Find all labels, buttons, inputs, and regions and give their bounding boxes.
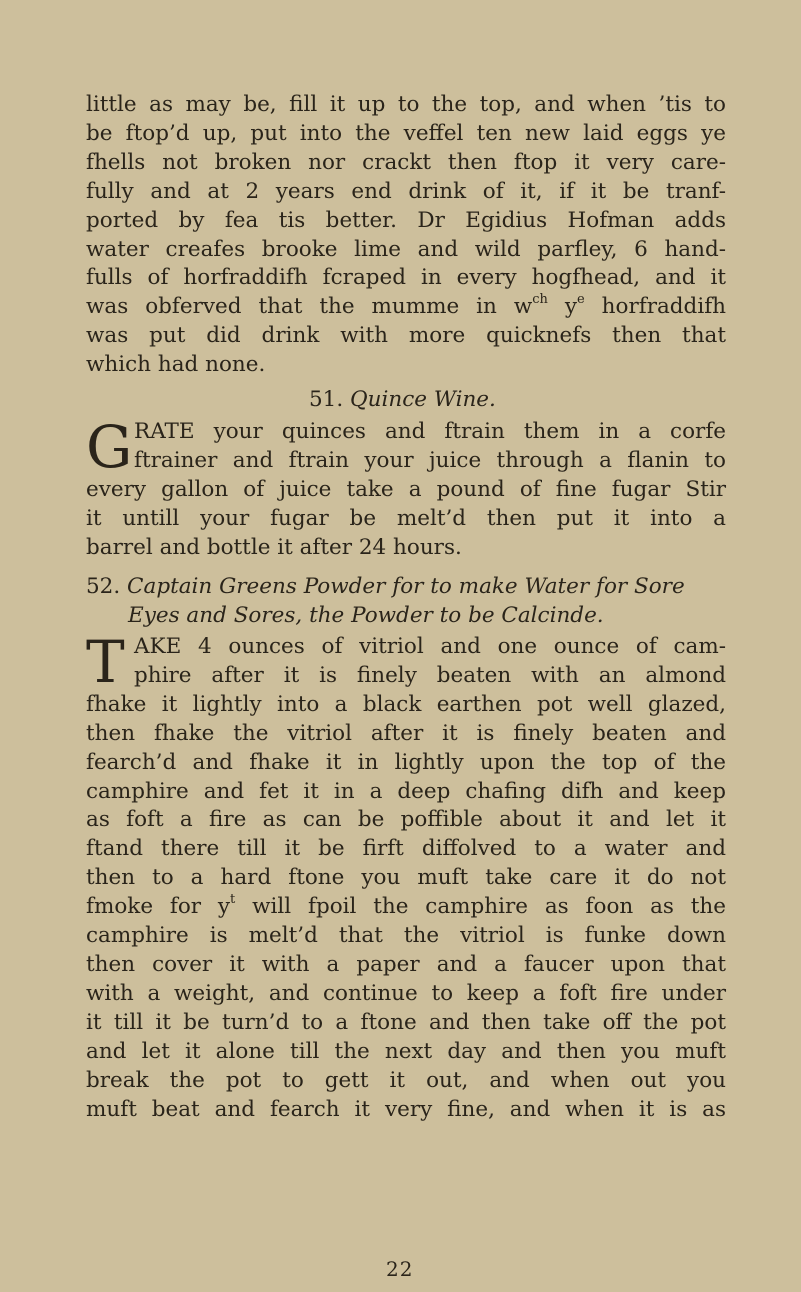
text-line: then to a hard ftone you muft take care it do not — [86, 865, 726, 891]
page-number: 22 — [386, 1257, 414, 1281]
text-line: ftrainer and ftrain your juice through a flanin to — [134, 447, 726, 473]
text-line: be ftop’d up, put into the veffel ten new laid eggs ye — [86, 120, 726, 146]
drop-cap: G — [86, 413, 133, 481]
text-line: which had none. — [86, 352, 266, 378]
text-line: muft beat and fearch it very fine, and when it is as — [86, 1096, 726, 1122]
text-fragment: your quinces and ftrain them in a corfe — [194, 419, 726, 444]
text-line: then cover it with a paper and a faucer upon that — [86, 951, 726, 977]
section-title: Quince Wine. — [350, 387, 496, 412]
text-line — [86, 418, 726, 447]
text-line: ported by fea tis better. Dr Egidius Hofman adds — [86, 207, 726, 233]
text-fragment: was obferved that the mumme in w — [86, 294, 533, 320]
text-line: camphire is melt’d that the vitriol is funke down — [86, 923, 726, 949]
text-line: break the pot to gett it out, and when out you — [86, 1067, 726, 1093]
text-line: fhake it lightly into a black earthen pot well glazed, — [86, 691, 726, 717]
lead-word: AKE — [134, 634, 182, 659]
text-line: fulls of horfraddifh fcraped in every hogfhead, and it — [86, 265, 726, 291]
superscript: ch — [532, 292, 548, 308]
text-line: barrel and bottle it after 24 hours. — [86, 534, 462, 560]
text-line: little as may be, fill it up to the top, and when ’tis to — [86, 92, 726, 117]
section-52-heading-cont — [128, 603, 604, 628]
text-line: it untill your fugar be melt’d then put it into a — [86, 505, 726, 531]
text-line: was put did drink with more quicknefs then that — [86, 323, 726, 349]
drop-cap: T — [86, 628, 125, 696]
text-fragment: y — [547, 294, 578, 320]
intro-paragraph — [86, 91, 726, 380]
section-number: 52. — [86, 574, 121, 599]
text-line: fearch’d and fhake it in lightly upon the top of the — [86, 749, 726, 775]
section-51-body — [86, 413, 726, 563]
superscript: t — [230, 892, 236, 907]
text-line: every gallon of juice take a pound of fine fugar Stir — [86, 476, 726, 502]
text-line: then fhake the vitriol after it is finely beaten and — [86, 720, 726, 746]
text-fragment: fmoke for y — [86, 894, 231, 920]
section-number: 51. — [309, 387, 344, 412]
text-line: camphire and fet it in a deep chafing difh and keep — [86, 778, 726, 804]
text-line: ftand there till it be firft diffolved to a water and — [86, 836, 726, 862]
text-fragment: horfraddifh — [584, 294, 726, 320]
text-line: water creafes brooke lime and wild parfley, 6 hand- — [86, 236, 726, 262]
text-line: phire after it is finely beaten with an almond — [134, 662, 726, 688]
text-fragment: 4 ounces of vitriol and one ounce of cam- — [181, 634, 726, 659]
section-title: Captain Greens Powder for to make Water for Sore — [127, 574, 685, 599]
text-line: as foft a fire as can be poffible about it and let it — [86, 807, 726, 833]
superscript: e — [577, 292, 585, 308]
text-line — [86, 893, 726, 922]
text-line: it till it be turn’d to a ftone and then take off the pot — [86, 1009, 726, 1035]
section-52-heading — [86, 574, 685, 599]
section-51-heading — [309, 387, 496, 412]
section-52-body — [86, 628, 726, 1124]
text-line: and let it alone till the next day and then you muft — [86, 1038, 726, 1064]
text-line — [86, 633, 726, 662]
text-line — [86, 293, 726, 322]
text-fragment: will fpoil the camphire as foon as the — [235, 894, 726, 920]
section-title: Eyes and Sores, the Powder to be Calcinde. — [128, 603, 604, 628]
text-line: with a weight, and continue to keep a foft fire under — [86, 980, 726, 1006]
text-line: fully and at 2 years end drink of it, if it be tranf- — [86, 178, 726, 204]
lead-word: RATE — [134, 419, 195, 444]
text-line: fhells not broken nor crackt then ftop it very care- — [86, 149, 726, 175]
